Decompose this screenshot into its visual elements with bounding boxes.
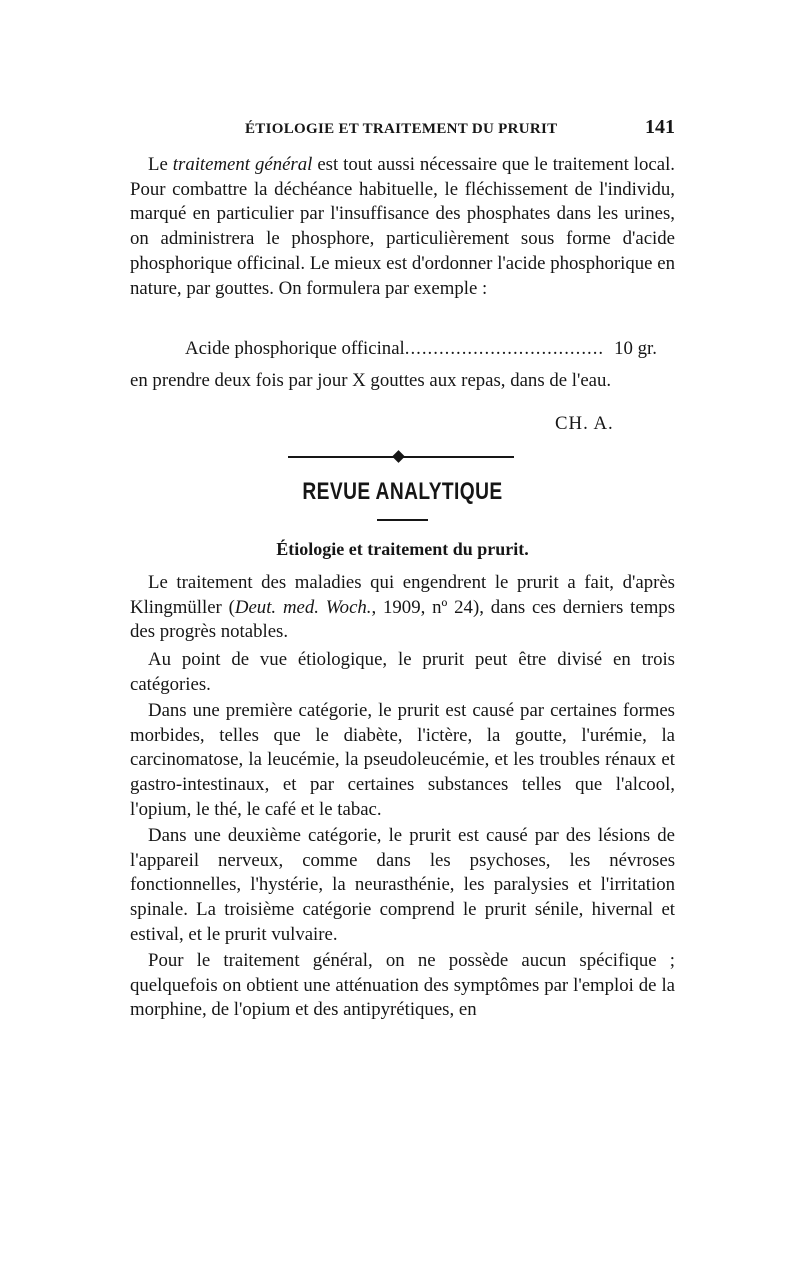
body-paragraph-1	[130, 571, 675, 645]
formula-name: Acide phosphorique officinal	[185, 338, 405, 359]
body-paragraph-5: Pour le traitement général, on ne possède aucun spécifique ; quelquefois on obtient une atténuation des symptômes par l'emploi de la morphine, de l'opium et des antipyrétiques, en	[130, 950, 675, 1021]
intro-p1-rest: est tout aussi nécessaire que le traitement local. Pour combattre la déchéance habituelle, le fléchissement de l'individu, marqué en particulier par l'insuffisance des phosphates dans les urines, on administrera le phosphore, particulièrement sous forme d'acide phosphorique officinal. Le mieux est d'ordonner l'acide phosphorique en nature, par gouttes. On formulera par exemple :	[130, 154, 675, 299]
formula-dose: 10 gr.	[614, 338, 657, 359]
section-ornament	[288, 450, 514, 464]
running-head	[130, 116, 675, 139]
body-p1-citation: Deut. med. Woch.	[234, 596, 372, 618]
section-title-rule	[377, 519, 428, 521]
body-paragraph-2: Au point de vue étiologique, le prurit peut être divisé en trois catégories.	[130, 649, 675, 695]
body-p1-rest: , 1909, nº 24), dans ces derniers temps des progrès notables.	[130, 596, 675, 643]
author-signature: CH. A.	[555, 413, 614, 434]
formula-leader-dots: ...................................	[404, 338, 605, 359]
running-title: ÉTIOLOGIE ET TRAITEMENT DU PRURIT	[245, 121, 558, 137]
intro-paragraph-1	[130, 153, 675, 301]
article-title: Étiologie et traitement du prurit.	[276, 539, 529, 559]
formula-line	[185, 337, 657, 361]
page-number: 141	[645, 116, 675, 138]
intro-p1-emphasis: traitement général	[172, 154, 313, 175]
intro-paragraph-2: en prendre deux fois par jour X gouttes aux repas, dans de l'eau.	[130, 370, 612, 391]
body-paragraph-3: Dans une première catégorie, le prurit est causé par certaines formes morbides, telles que le diabète, l'ictère, la goutte, l'urémie, la carcinomatose, la leucémie, la pseudoleucémie, et les troubles rénaux et gastro-intestinaux, et par certaines substances telles que l'alcool, l'opium, le thé, le café et le tabac.	[130, 700, 675, 820]
section-title: REVUE ANALYTIQUE	[302, 478, 503, 505]
ornament-diamond-icon	[392, 450, 405, 463]
intro-p1-lead: Le	[148, 154, 173, 175]
body-paragraph-4: Dans une deuxième catégorie, le prurit est causé par des lésions de l'appareil nerveux, comme dans les psychoses, les névroses fonctionnelles, l'hystérie, la neurasthénie, les paralysies et l'irritation spinale. La troisième catégorie comprend le prurit sénile, hivernal et estival, et le prurit vulvaire.	[130, 825, 675, 945]
body-p1-lead: Le traitement des maladies qui engendrent le prurit a fait, d'après Klingmüller (	[130, 572, 675, 618]
